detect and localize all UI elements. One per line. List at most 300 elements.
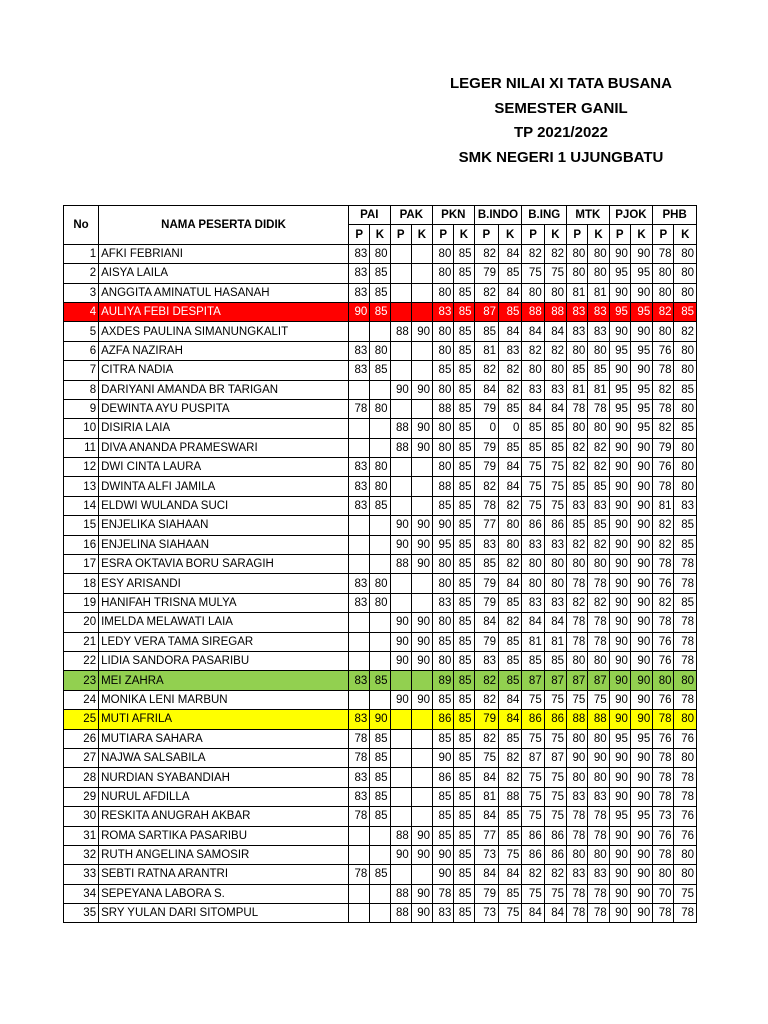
cell-score: 83 <box>588 496 609 515</box>
cell-score: 78 <box>349 748 370 767</box>
table-row <box>64 613 697 632</box>
cell-score: 80 <box>653 322 674 341</box>
cell-score: 85 <box>370 302 390 321</box>
cell-score: 80 <box>674 341 697 360</box>
cell-score: 87 <box>474 302 498 321</box>
cell-score: 84 <box>544 613 566 632</box>
cell-score: 85 <box>544 651 566 670</box>
cell-score: 90 <box>370 710 390 729</box>
cell-score: 90 <box>609 458 630 477</box>
cell-score <box>390 710 411 729</box>
cell-no: 24 <box>64 690 99 709</box>
cell-score: 85 <box>370 748 390 767</box>
cell-score: 83 <box>588 302 609 321</box>
cell-score: 78 <box>588 574 609 593</box>
cell-score <box>370 438 390 457</box>
cell-student-name: RESKITA ANUGRAH AKBAR <box>99 807 349 826</box>
cell-student-name: DWI CINTA LAURA <box>99 458 349 477</box>
cell-score: 75 <box>522 458 544 477</box>
cell-score: 86 <box>522 845 544 864</box>
grades-table <box>63 205 697 923</box>
cell-score: 83 <box>349 458 370 477</box>
cell-score <box>390 729 411 748</box>
cell-score: 90 <box>609 865 630 884</box>
cell-score: 85 <box>454 380 474 399</box>
cell-score: 84 <box>544 904 566 923</box>
cell-score <box>349 651 370 670</box>
cell-score: 80 <box>588 244 609 263</box>
cell-score: 84 <box>499 690 522 709</box>
cell-score: 87 <box>544 671 566 690</box>
cell-score: 83 <box>349 574 370 593</box>
cell-score: 90 <box>390 632 411 651</box>
cell-score: 80 <box>653 865 674 884</box>
cell-score: 76 <box>653 458 674 477</box>
cell-score: 90 <box>630 787 652 806</box>
cell-score: 82 <box>588 438 609 457</box>
cell-score: 90 <box>411 380 432 399</box>
cell-no: 1 <box>64 244 99 263</box>
cell-score: 80 <box>674 361 697 380</box>
cell-score: 82 <box>522 865 544 884</box>
cell-score <box>370 845 390 864</box>
cell-score <box>349 690 370 709</box>
header-p: P <box>567 225 588 244</box>
cell-score: 85 <box>522 651 544 670</box>
cell-score <box>349 845 370 864</box>
cell-student-name: ESRA OKTAVIA BORU SARAGIH <box>99 555 349 574</box>
table-row <box>64 787 697 806</box>
cell-score: 90 <box>630 710 652 729</box>
cell-score <box>411 244 432 263</box>
cell-score: 80 <box>674 399 697 418</box>
table-row <box>64 361 697 380</box>
cell-score: 80 <box>653 283 674 302</box>
cell-score: 90 <box>609 555 630 574</box>
report-title-block <box>400 72 722 170</box>
cell-score: 87 <box>522 671 544 690</box>
cell-score: 90 <box>609 593 630 612</box>
cell-no: 10 <box>64 419 99 438</box>
cell-student-name: AFKI FEBRIANI <box>99 244 349 263</box>
cell-score: 80 <box>544 283 566 302</box>
cell-score: 83 <box>522 593 544 612</box>
cell-score: 76 <box>653 729 674 748</box>
cell-score: 83 <box>433 904 454 923</box>
cell-score: 78 <box>567 613 588 632</box>
cell-score <box>390 807 411 826</box>
header-k: K <box>674 225 697 244</box>
cell-score: 85 <box>474 555 498 574</box>
cell-score: 83 <box>349 477 370 496</box>
cell-score: 85 <box>674 535 697 554</box>
cell-score: 75 <box>544 458 566 477</box>
cell-score: 83 <box>349 768 370 787</box>
cell-score: 82 <box>474 244 498 263</box>
cell-score: 90 <box>630 516 652 535</box>
cell-score: 83 <box>349 787 370 806</box>
cell-score: 88 <box>390 555 411 574</box>
cell-score: 81 <box>522 632 544 651</box>
cell-score: 80 <box>674 264 697 283</box>
cell-score: 85 <box>454 399 474 418</box>
cell-score: 85 <box>454 283 474 302</box>
cell-no: 6 <box>64 341 99 360</box>
cell-score: 85 <box>433 690 454 709</box>
header-subject: PAK <box>390 206 433 225</box>
cell-score: 85 <box>454 574 474 593</box>
cell-score: 85 <box>588 361 609 380</box>
cell-score: 83 <box>349 496 370 515</box>
cell-score: 75 <box>522 884 544 903</box>
cell-score: 85 <box>454 302 474 321</box>
cell-score: 76 <box>653 632 674 651</box>
cell-score: 90 <box>630 826 652 845</box>
cell-score: 90 <box>609 244 630 263</box>
header-k: K <box>499 225 522 244</box>
cell-score: 85 <box>499 632 522 651</box>
cell-score: 78 <box>653 904 674 923</box>
cell-no: 28 <box>64 768 99 787</box>
cell-score: 84 <box>499 322 522 341</box>
cell-score: 80 <box>522 361 544 380</box>
table-row <box>64 690 697 709</box>
cell-score: 78 <box>588 613 609 632</box>
report-year: TP 2021/2022 <box>514 124 608 141</box>
header-subject: PJOK <box>609 206 653 225</box>
cell-no: 2 <box>64 264 99 283</box>
cell-score: 82 <box>588 593 609 612</box>
cell-score <box>390 361 411 380</box>
cell-student-name: SRY YULAN DARI SITOMPUL <box>99 904 349 923</box>
cell-score: 80 <box>370 574 390 593</box>
cell-student-name: MUTIARA SAHARA <box>99 729 349 748</box>
table-row <box>64 845 697 864</box>
header-p: P <box>609 225 630 244</box>
cell-score: 88 <box>433 399 454 418</box>
cell-score: 90 <box>630 613 652 632</box>
cell-score: 90 <box>609 574 630 593</box>
cell-score: 85 <box>454 632 474 651</box>
cell-score: 85 <box>433 729 454 748</box>
cell-score: 80 <box>653 671 674 690</box>
cell-score: 90 <box>609 845 630 864</box>
cell-score: 90 <box>609 419 630 438</box>
cell-score: 82 <box>474 361 498 380</box>
cell-score: 85 <box>454 341 474 360</box>
cell-no: 5 <box>64 322 99 341</box>
cell-score: 84 <box>474 380 498 399</box>
cell-score: 78 <box>653 768 674 787</box>
cell-score: 85 <box>454 768 474 787</box>
cell-student-name: RUTH ANGELINA SAMOSIR <box>99 845 349 864</box>
cell-score: 80 <box>370 341 390 360</box>
cell-score <box>411 283 432 302</box>
cell-score <box>411 787 432 806</box>
table-row <box>64 884 697 903</box>
cell-score: 80 <box>674 458 697 477</box>
cell-student-name: DWINTA ALFI JAMILA <box>99 477 349 496</box>
cell-score: 78 <box>588 807 609 826</box>
cell-no: 4 <box>64 302 99 321</box>
cell-score: 80 <box>433 283 454 302</box>
cell-score <box>411 748 432 767</box>
cell-score: 85 <box>454 748 474 767</box>
header-p: P <box>433 225 454 244</box>
cell-student-name: MONIKA LENI MARBUN <box>99 690 349 709</box>
cell-no: 31 <box>64 826 99 845</box>
cell-score: 83 <box>567 302 588 321</box>
cell-score: 83 <box>544 535 566 554</box>
header-subject: MTK <box>567 206 610 225</box>
cell-score: 78 <box>653 710 674 729</box>
cell-score: 84 <box>499 283 522 302</box>
report-semester: SEMESTER GANIL <box>494 99 628 117</box>
cell-score: 95 <box>609 341 630 360</box>
cell-score: 79 <box>474 399 498 418</box>
cell-student-name: ENJELIKA SIAHAAN <box>99 516 349 535</box>
report-title: LEGER NILAI XI TATA BUSANA <box>450 75 672 92</box>
cell-score: 78 <box>349 729 370 748</box>
cell-score: 78 <box>349 807 370 826</box>
cell-no: 17 <box>64 555 99 574</box>
header-subject: PKN <box>433 206 474 225</box>
cell-score: 80 <box>674 283 697 302</box>
cell-score: 75 <box>474 748 498 767</box>
cell-score: 79 <box>474 632 498 651</box>
cell-score: 85 <box>454 477 474 496</box>
cell-score: 81 <box>567 283 588 302</box>
table-row <box>64 807 697 826</box>
cell-score: 82 <box>499 748 522 767</box>
cell-score: 95 <box>630 264 652 283</box>
cell-score <box>411 865 432 884</box>
table-row <box>64 341 697 360</box>
cell-score: 90 <box>411 826 432 845</box>
cell-score: 78 <box>653 399 674 418</box>
cell-score: 75 <box>567 690 588 709</box>
cell-score: 90 <box>390 690 411 709</box>
cell-score: 85 <box>674 593 697 612</box>
cell-no: 22 <box>64 651 99 670</box>
cell-score: 90 <box>609 826 630 845</box>
cell-score <box>349 380 370 399</box>
cell-no: 23 <box>64 671 99 690</box>
cell-score: 88 <box>390 826 411 845</box>
cell-score: 82 <box>567 535 588 554</box>
cell-score <box>370 535 390 554</box>
cell-score: 80 <box>588 555 609 574</box>
cell-score: 85 <box>454 690 474 709</box>
table-row <box>64 748 697 767</box>
cell-score: 78 <box>674 574 697 593</box>
cell-score: 83 <box>544 593 566 612</box>
cell-score: 80 <box>588 845 609 864</box>
table-row <box>64 826 697 845</box>
cell-score: 80 <box>433 574 454 593</box>
cell-no: 11 <box>64 438 99 457</box>
report-school: SMK NEGERI 1 UJUNGBATU <box>458 148 664 166</box>
cell-no: 25 <box>64 710 99 729</box>
cell-score: 85 <box>674 380 697 399</box>
cell-score: 73 <box>474 845 498 864</box>
cell-score: 78 <box>567 632 588 651</box>
cell-score: 75 <box>522 807 544 826</box>
cell-score: 73 <box>653 807 674 826</box>
cell-score <box>370 632 390 651</box>
cell-score: 85 <box>454 651 474 670</box>
cell-score: 85 <box>454 264 474 283</box>
cell-score: 70 <box>653 884 674 903</box>
cell-score <box>370 690 390 709</box>
cell-score: 85 <box>370 264 390 283</box>
cell-score: 85 <box>544 419 566 438</box>
cell-score: 85 <box>370 496 390 515</box>
cell-score: 75 <box>499 845 522 864</box>
cell-score: 76 <box>653 574 674 593</box>
cell-score: 90 <box>630 593 652 612</box>
cell-score: 85 <box>370 283 390 302</box>
table-row <box>64 535 697 554</box>
cell-score: 85 <box>454 865 474 884</box>
cell-score: 90 <box>630 244 652 263</box>
cell-score: 87 <box>522 748 544 767</box>
cell-score: 75 <box>522 768 544 787</box>
cell-score: 90 <box>433 516 454 535</box>
cell-student-name: DIVA ANANDA PRAMESWARI <box>99 438 349 457</box>
cell-score: 83 <box>567 787 588 806</box>
table-row <box>64 380 697 399</box>
header-k: K <box>630 225 652 244</box>
cell-score: 90 <box>630 748 652 767</box>
cell-score: 86 <box>544 516 566 535</box>
cell-score: 82 <box>653 535 674 554</box>
cell-score: 95 <box>609 264 630 283</box>
cell-score: 95 <box>609 729 630 748</box>
cell-student-name: NURUL AFDILLA <box>99 787 349 806</box>
cell-score: 86 <box>522 826 544 845</box>
cell-score <box>370 904 390 923</box>
cell-score: 90 <box>349 302 370 321</box>
cell-score: 78 <box>588 399 609 418</box>
cell-score: 82 <box>474 671 498 690</box>
cell-score: 82 <box>567 458 588 477</box>
table-row <box>64 865 697 884</box>
cell-score: 84 <box>522 904 544 923</box>
cell-score: 75 <box>544 787 566 806</box>
cell-student-name: AISYA LAILA <box>99 264 349 283</box>
cell-score: 78 <box>674 690 697 709</box>
cell-no: 33 <box>64 865 99 884</box>
cell-score: 78 <box>567 904 588 923</box>
cell-score: 80 <box>567 264 588 283</box>
cell-score: 85 <box>433 807 454 826</box>
cell-score: 95 <box>630 729 652 748</box>
cell-score <box>390 302 411 321</box>
header-row-subjects <box>64 206 697 225</box>
cell-no: 8 <box>64 380 99 399</box>
cell-score: 85 <box>454 826 474 845</box>
cell-score: 80 <box>499 535 522 554</box>
header-p: P <box>522 225 544 244</box>
header-subject: PHB <box>653 206 697 225</box>
cell-score: 84 <box>499 865 522 884</box>
cell-score: 90 <box>411 651 432 670</box>
cell-score: 80 <box>674 845 697 864</box>
cell-score: 78 <box>653 748 674 767</box>
cell-score: 82 <box>499 555 522 574</box>
cell-score: 80 <box>674 671 697 690</box>
cell-score: 90 <box>390 651 411 670</box>
cell-score: 85 <box>454 884 474 903</box>
cell-score: 82 <box>567 438 588 457</box>
cell-score: 90 <box>390 845 411 864</box>
cell-score: 85 <box>454 535 474 554</box>
cell-score: 80 <box>567 555 588 574</box>
cell-no: 30 <box>64 807 99 826</box>
cell-score: 85 <box>454 807 474 826</box>
cell-score: 85 <box>499 438 522 457</box>
cell-score: 78 <box>567 884 588 903</box>
cell-score: 84 <box>499 458 522 477</box>
cell-score: 90 <box>630 651 652 670</box>
cell-score <box>411 399 432 418</box>
header-k: K <box>411 225 432 244</box>
cell-score: 90 <box>630 438 652 457</box>
cell-score: 85 <box>454 593 474 612</box>
cell-score: 80 <box>522 555 544 574</box>
cell-score: 80 <box>588 729 609 748</box>
cell-score: 83 <box>349 593 370 612</box>
cell-score: 83 <box>349 244 370 263</box>
cell-score: 84 <box>499 244 522 263</box>
cell-score: 90 <box>609 361 630 380</box>
cell-score: 81 <box>474 341 498 360</box>
cell-score: 85 <box>499 302 522 321</box>
cell-score <box>411 477 432 496</box>
cell-score: 80 <box>674 477 697 496</box>
cell-score: 88 <box>390 438 411 457</box>
cell-score <box>349 613 370 632</box>
cell-score: 80 <box>567 244 588 263</box>
cell-student-name: AZFA NAZIRAH <box>99 341 349 360</box>
cell-score: 85 <box>588 477 609 496</box>
cell-score: 88 <box>390 419 411 438</box>
cell-score <box>390 496 411 515</box>
table-row <box>64 458 697 477</box>
cell-score: 90 <box>609 671 630 690</box>
cell-score: 85 <box>370 787 390 806</box>
cell-score: 79 <box>474 458 498 477</box>
cell-score: 80 <box>433 244 454 263</box>
cell-score: 80 <box>433 419 454 438</box>
cell-student-name: HANIFAH TRISNA MULYA <box>99 593 349 612</box>
header-subject: PAI <box>349 206 390 225</box>
cell-score <box>411 574 432 593</box>
cell-score <box>411 671 432 690</box>
cell-score: 78 <box>653 845 674 864</box>
cell-score: 84 <box>499 574 522 593</box>
cell-score: 80 <box>567 845 588 864</box>
cell-score: 86 <box>544 710 566 729</box>
cell-score: 81 <box>567 380 588 399</box>
cell-score: 90 <box>609 904 630 923</box>
cell-score: 80 <box>588 768 609 787</box>
cell-no: 13 <box>64 477 99 496</box>
cell-score: 81 <box>588 380 609 399</box>
cell-student-name: AXDES PAULINA SIMANUNGKALIT <box>99 322 349 341</box>
cell-score: 90 <box>630 283 652 302</box>
